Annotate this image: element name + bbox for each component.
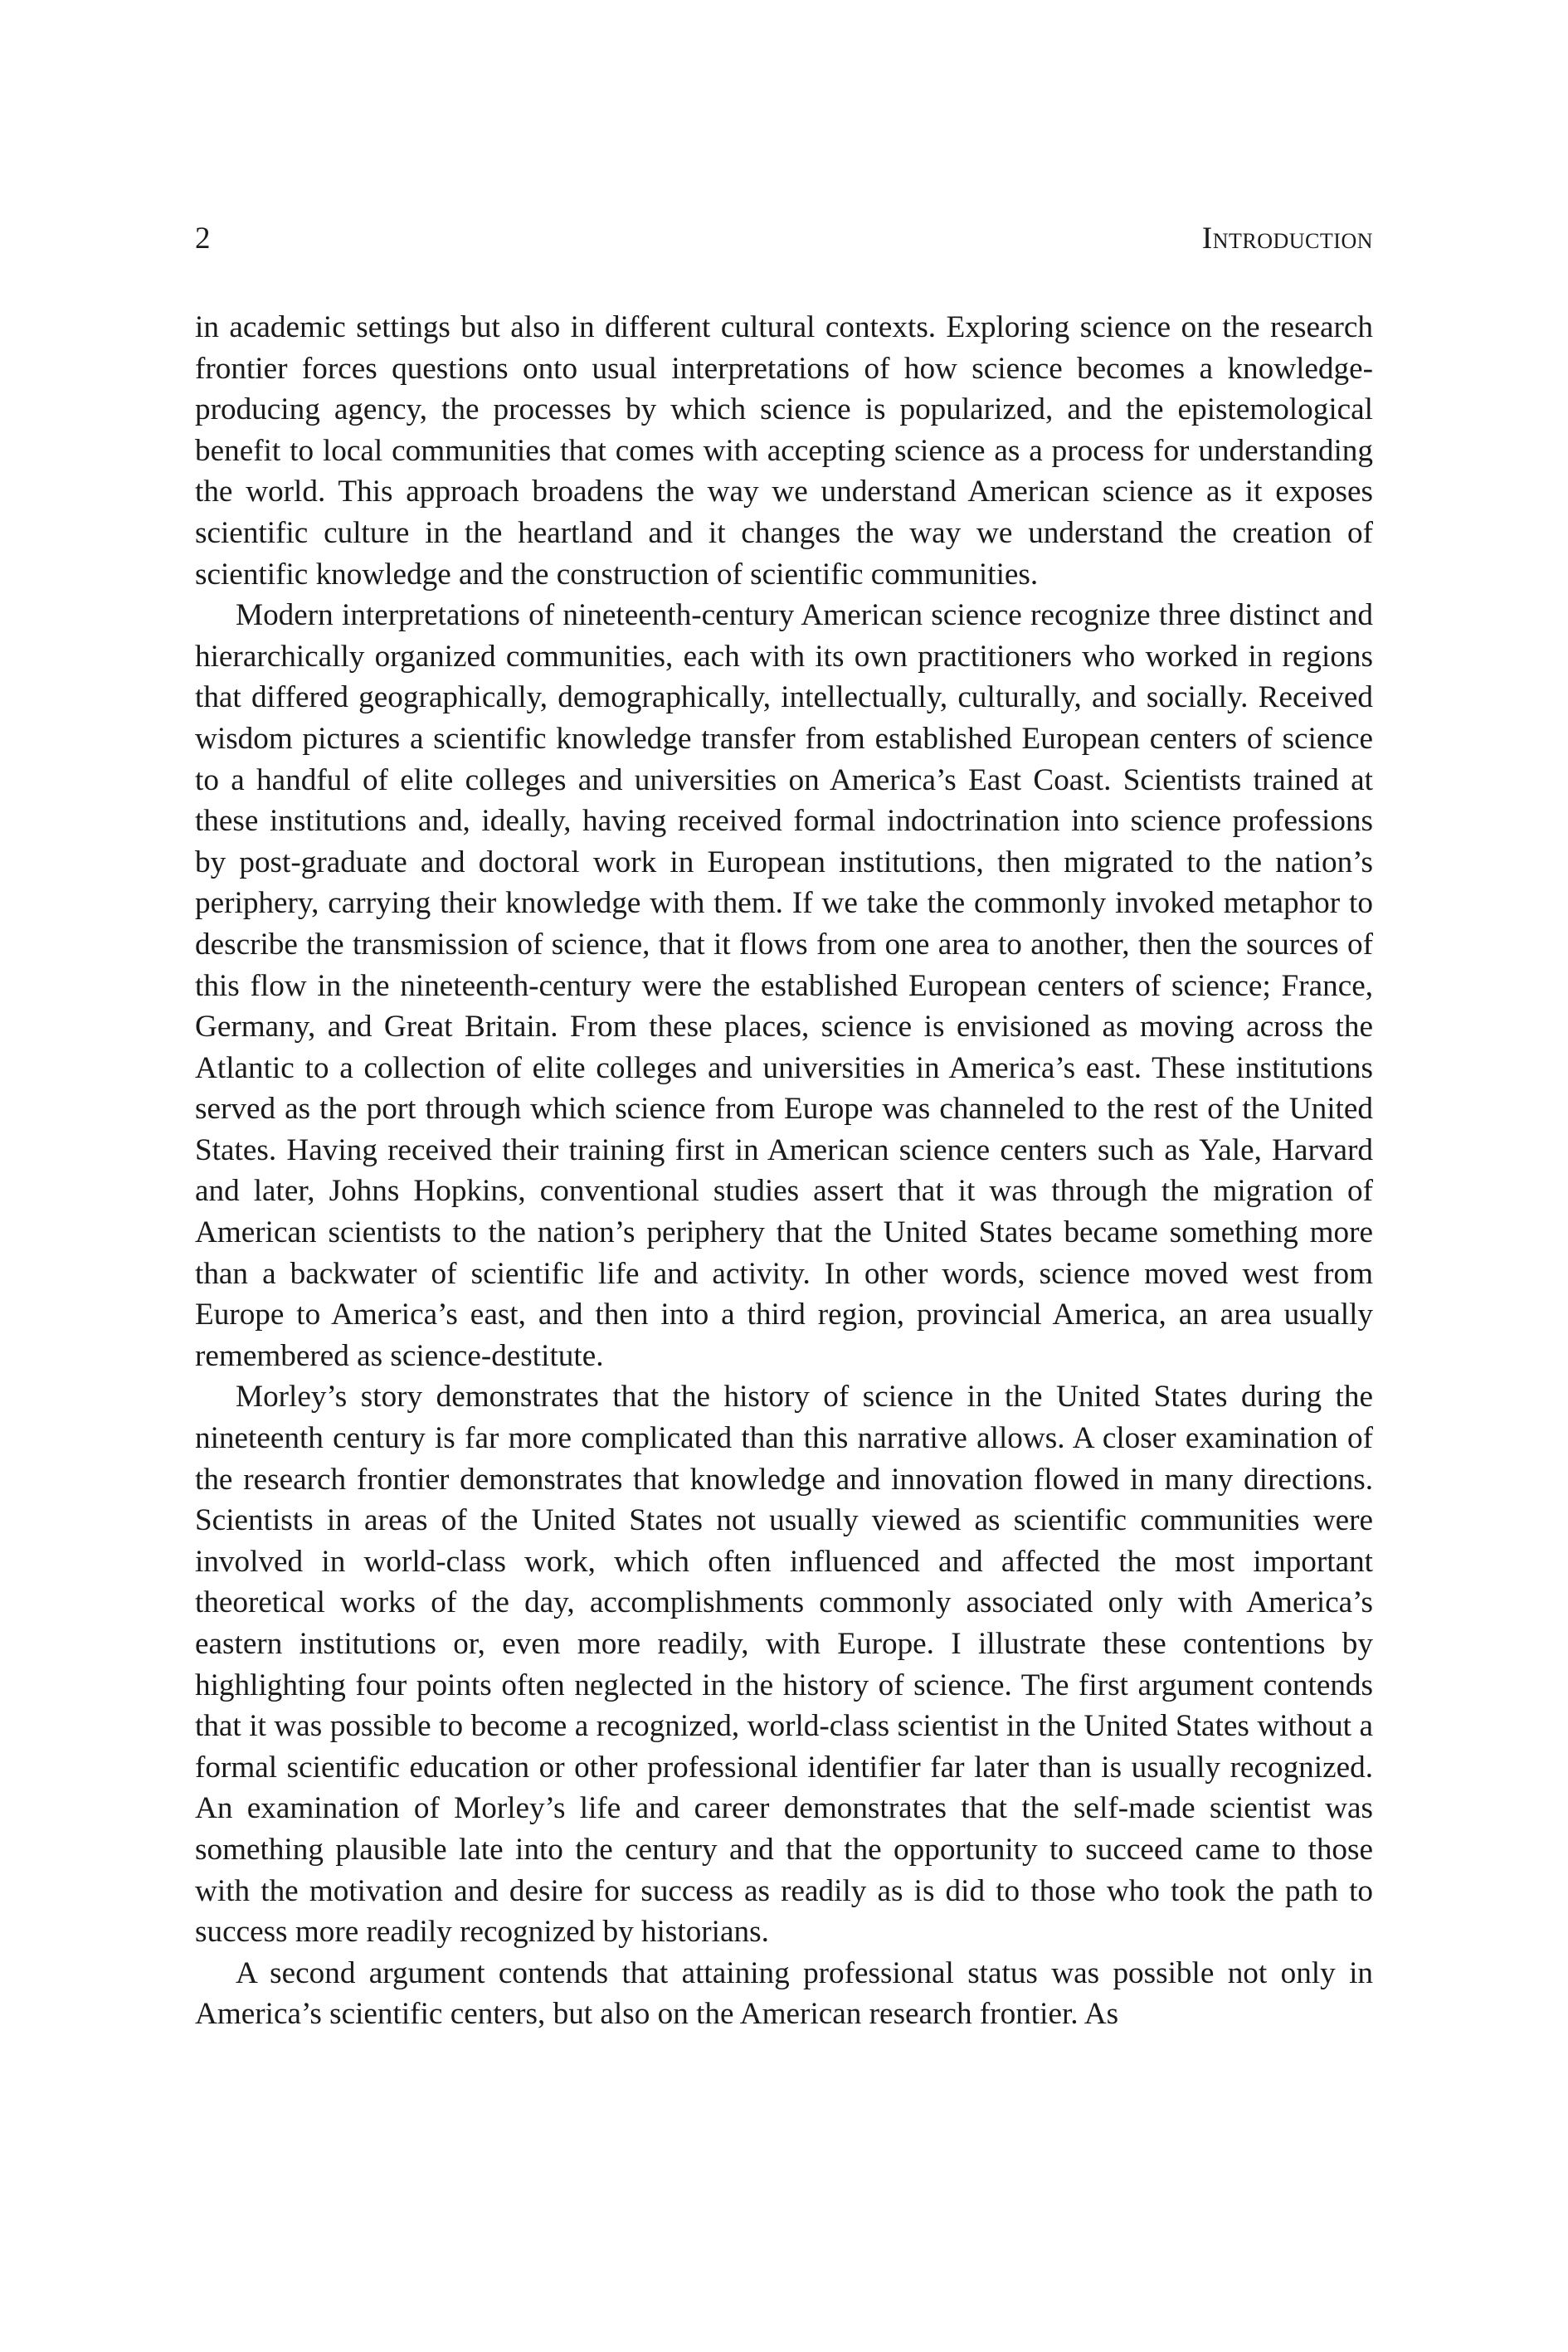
body-text: [195, 307, 1373, 2035]
paragraph-1: in academic settings but also in different cultural contexts. Exploring science on the research frontier forces questions onto usual interpretations of how science becomes a knowledge-producing agency, the processes by which science is popularized, and the epistemological benefit to local communities that comes with accepting science as a process for understanding the world. This approach broadens the way we understand American science as it exposes scientific culture in the heartland and it changes the way we understand the creation of scientific knowledge and the construction of scientific communities.: [195, 310, 1373, 592]
page-number: 2: [195, 222, 211, 256]
running-title: Introduction: [1201, 222, 1373, 256]
paragraph-4: A second argument contends that attaining professional status was possible not only in America’s scientific centers, but also on the American research frontier. As: [195, 1955, 1373, 2032]
paragraph-3: Morley’s story demonstrates that the history of science in the United States during the nineteenth century is far more complicated than this narrative allows. A closer examination of the research frontier demonstrates that knowledge and innovation flowed in many directions. Scientists in areas of the United States not usually viewed as scientific communities were involved in world-class work, which often influenced and affected the most important theoretical works of the day, accomplishments commonly associated only with America’s eastern institutions or, even more readily, with Europe. I illustrate these contentions by highlighting four points often neglected in the history of science. The first argument contends that it was possible to become a recognized, world-class scientist in the United States without a formal scientific education or other professional identifier far later than is usually recognized. An examination of Morley’s life and career demonstrates that the self-made scientist was something plausible late into the century and that the opportunity to succeed came to those with the motivation and desire for success as readily as is did to those who took the path to success more readily recognized by historians.: [195, 1380, 1373, 1950]
running-head: [195, 214, 1373, 264]
paragraph-2: Modern interpretations of nineteenth-century American science recognize three distinct and hierarchically organized communities, each with its own practitioners who worked in regions that differed geographically, demographically, intellectually, culturally, and socially. Received wisdom pictures a scientific knowledge transfer from established European centers of science to a handful of elite colleges and universities on America’s East Coast. Scientists trained at these institutions and, ideally, having received formal indoctrination into science professions by post-graduate and doctoral work in European institutions, then migrated to the nation’s periphery, carrying their knowledge with them. If we take the commonly invoked metaphor to describe the transmission of science, that it flows from one area to another, then the sources of this flow in the nineteenth-century were the established European centers of science; France, Germany, and Great Britain. From these places, science is envisioned as moving across the Atlantic to a collection of elite colleges and universities in America’s east. These institutions served as the port through which science from Europe was channeled to the rest of the United States. Having received their training first in American science centers such as Yale, Harvard and later, Johns Hopkins, conventional studies assert that it was through the migration of American scientists to the nation’s periphery that the United States became something more than a backwater of scientific life and activity. In other words, science moved west from Europe to America’s east, and then into a third region, provincial America, an area usually remembered as science-destitute.: [195, 598, 1373, 1373]
